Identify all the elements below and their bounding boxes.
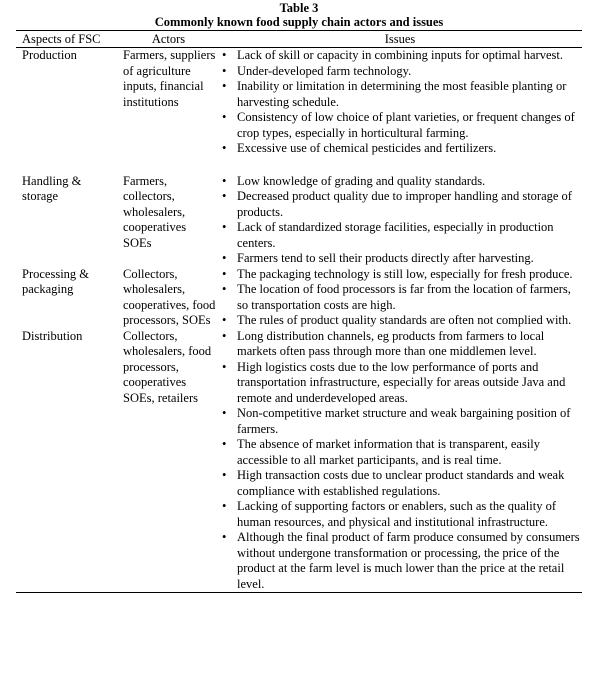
issue-item: • Consistency of low choice of plant varieties, or frequent changes of crop types, especially in horticultural farming.: [218, 110, 582, 141]
issue-item: • Farmers tend to sell their products directly after harvesting.: [218, 251, 582, 267]
issue-item: • Excessive use of chemical pesticides and fertilizers.: [218, 141, 582, 157]
actors-cell: Collectors, wholesalers, cooperatives, food processors, SOEs: [123, 266, 216, 327]
table-row: [16, 329, 582, 593]
issue-item: • Lacking of supporting factors or enablers, such as the quality of human resources, and physical and institutional infrastructure.: [218, 499, 582, 530]
column-header-aspects: Aspects of FSC: [16, 31, 119, 48]
column-header-actors: Actors: [119, 31, 218, 48]
issues-cell: [218, 174, 582, 267]
aspect-cell: Handling & storage: [22, 173, 82, 203]
issue-item: • The rules of product quality standards are often not complied with.: [218, 313, 582, 329]
issue-item: • High logistics costs due to the low performance of ports and transportation infrastructure, especially for areas outside Java and remote and underdeveloped areas.: [218, 360, 582, 407]
issue-item: • The location of food processors is far from the location of farmers, so transportation costs are high.: [218, 282, 582, 313]
table-caption: [16, 1, 582, 29]
column-header-issues: Issues: [218, 31, 582, 48]
issues-cell: [218, 267, 582, 329]
issue-item: • Although the final product of farm produce consumed by consumers without undergone transformation or processing, the price of the product at the farm level is much lower than the price at the retail level.: [218, 530, 582, 592]
issues-cell: [218, 329, 582, 593]
issue-item: • Decreased product quality due to improper handling and storage of products.: [218, 189, 582, 220]
table-title: Commonly known food supply chain actors and issues: [154, 15, 444, 29]
table-row: [16, 48, 582, 174]
issues-list: [218, 174, 582, 267]
table-number: Table 3: [279, 1, 319, 15]
table-header-row: [16, 31, 582, 48]
issues-list: [218, 329, 582, 593]
issue-item: • The absence of market information that is transparent, easily accessible to all market participants, and is real time.: [218, 437, 582, 468]
actors-cell: Farmers, suppliers of agriculture inputs, financial institutions: [123, 48, 216, 109]
aspect-cell: Production: [22, 48, 77, 62]
issues-cell: [218, 48, 582, 174]
actors-cell: Farmers, collectors, wholesalers, cooperatives SOEs: [123, 173, 187, 250]
table-row: [16, 174, 582, 267]
table-body: [16, 48, 582, 593]
issues-list: [218, 267, 582, 329]
aspect-cell: Processing & packaging: [22, 266, 90, 296]
document-page: [16, 0, 582, 593]
issue-item: • Non-competitive market structure and weak bargaining position of farmers.: [218, 406, 582, 437]
issue-item: • High transaction costs due to unclear product standards and weak compliance with established regulations.: [218, 468, 582, 499]
fsc-table: [16, 30, 582, 593]
issue-item: • Under-developed farm technology.: [218, 64, 582, 80]
issue-item: • The packaging technology is still low, especially for fresh produce.: [218, 267, 582, 283]
issues-list: [218, 48, 582, 157]
issue-item: • Long distribution channels, eg products from farmers to local markets often pass through more than one middlemen level.: [218, 329, 582, 360]
issue-item: • Low knowledge of grading and quality standards.: [218, 174, 582, 190]
issue-item: • Lack of skill or capacity in combining inputs for optimal harvest.: [218, 48, 582, 64]
table-row: [16, 267, 582, 329]
issue-item: • Inability or limitation in determining the most feasible planting or harvesting schedule.: [218, 79, 582, 110]
actors-cell: Collectors, wholesalers, food processors, cooperatives SOEs, retailers: [119, 329, 218, 593]
issue-item: • Lack of standardized storage facilities, especially in production centers.: [218, 220, 582, 251]
aspect-cell: Distribution: [16, 329, 119, 593]
